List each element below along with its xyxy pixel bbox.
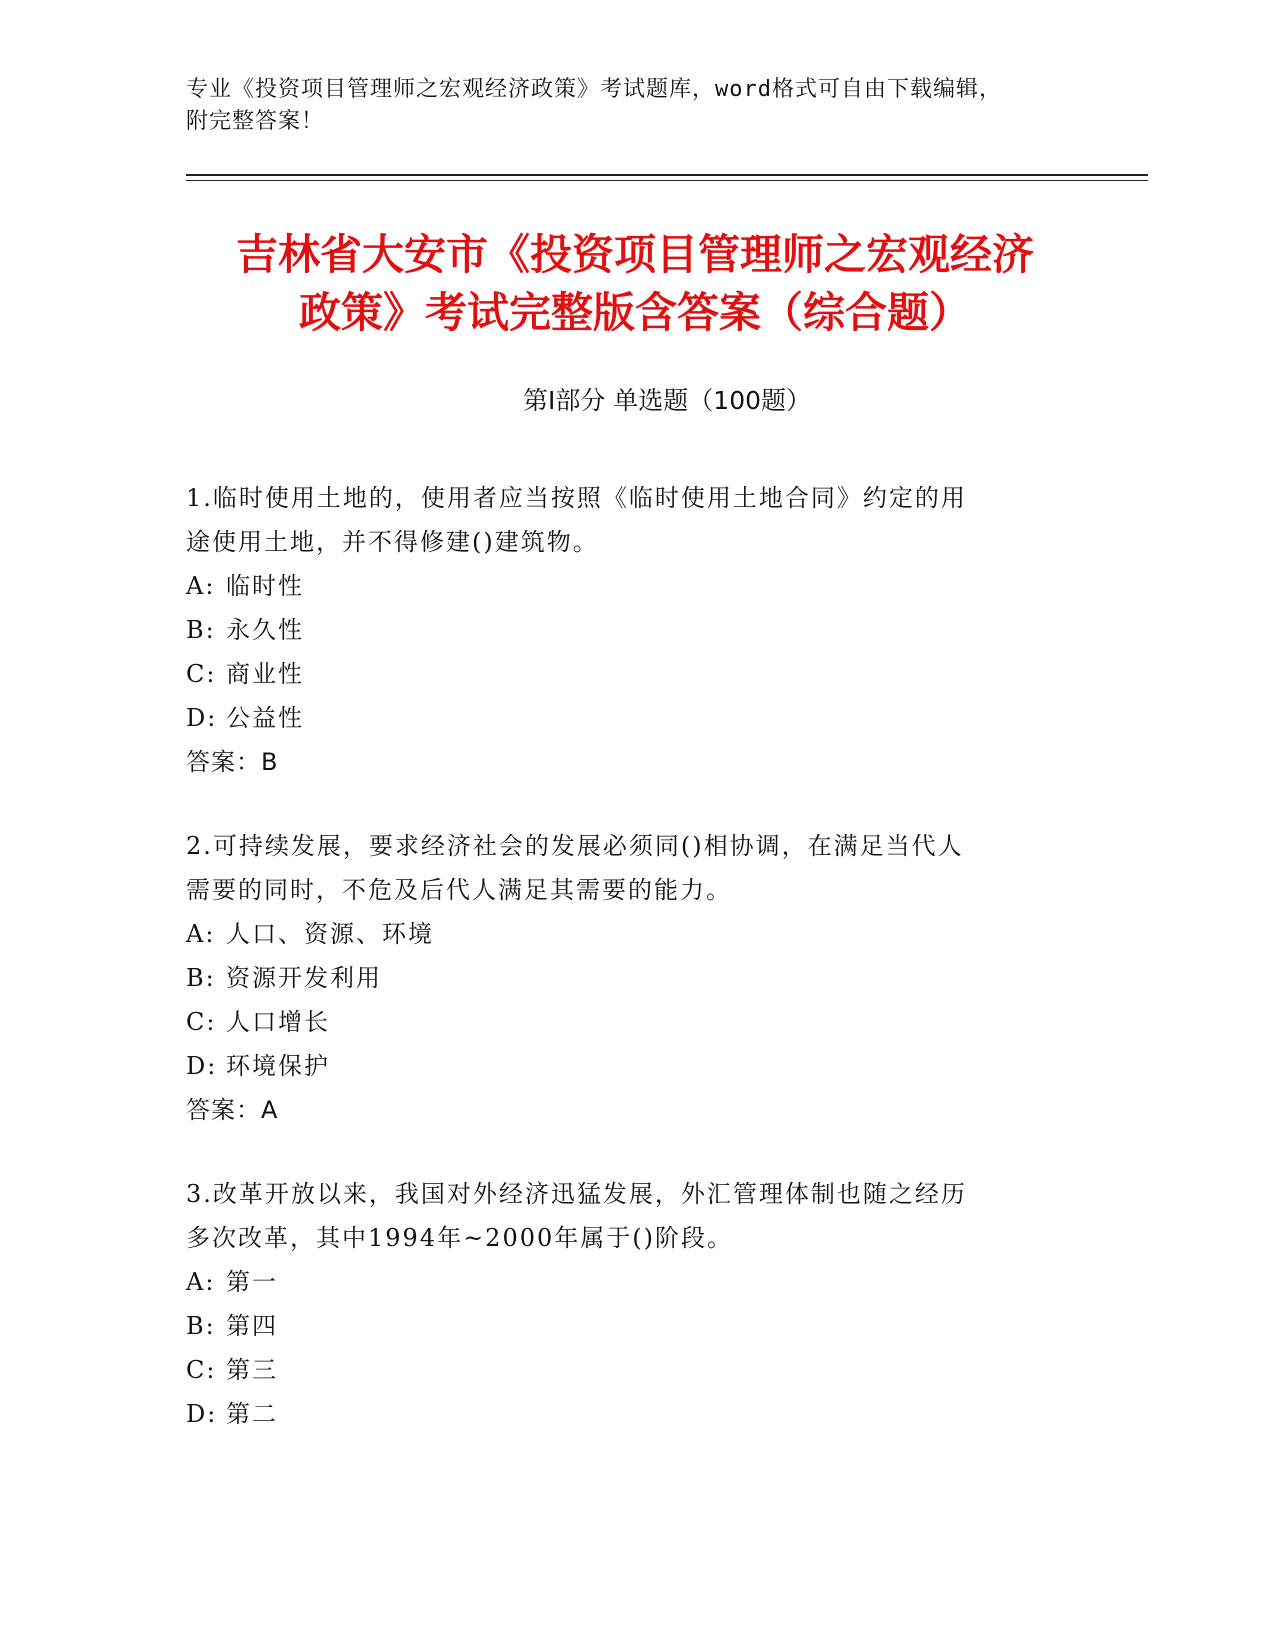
header-note-line: 专业《投资项目管理师之宏观经济政策》考试题库，word格式可自由下载编辑， bbox=[186, 77, 1002, 102]
option-text: 永久性 bbox=[226, 616, 304, 644]
option-letter: D: bbox=[186, 1052, 218, 1080]
question-stem: 2.可持续发展，要求经济社会的发展必须同()相协调，在满足当代人 bbox=[186, 832, 964, 860]
header-divider-thin bbox=[186, 180, 1148, 181]
option-text: 第二 bbox=[226, 1400, 278, 1428]
question-list bbox=[186, 476, 1086, 1476]
document-title-line: 政策》考试完整版含答案（综合题） bbox=[298, 288, 971, 337]
option-b bbox=[186, 1304, 1086, 1348]
option-text: 第三 bbox=[226, 1356, 278, 1384]
option-text: 临时性 bbox=[226, 572, 304, 600]
option-letter: C: bbox=[186, 1356, 217, 1384]
option-letter: C: bbox=[186, 660, 217, 688]
question-stem: 1.临时使用土地的，使用者应当按照《临时使用土地合同》约定的用 bbox=[186, 484, 967, 512]
option-a bbox=[186, 564, 1086, 608]
option-c bbox=[186, 1000, 1086, 1044]
option-letter: B: bbox=[186, 1312, 216, 1340]
option-b bbox=[186, 956, 1086, 1000]
header-note-line: 附完整答案！ bbox=[186, 109, 325, 134]
document-title bbox=[130, 226, 1140, 342]
option-text: 环境保护 bbox=[226, 1052, 330, 1080]
option-d bbox=[186, 1044, 1086, 1088]
option-a bbox=[186, 1260, 1086, 1304]
question-stem: 3.改革开放以来，我国对外经济迅猛发展，外汇管理体制也随之经历 bbox=[186, 1180, 967, 1208]
option-letter: C: bbox=[186, 1008, 217, 1036]
question-2 bbox=[186, 824, 1086, 1132]
option-letter: D: bbox=[186, 1400, 218, 1428]
option-text: 资源开发利用 bbox=[226, 964, 382, 992]
answer-key: 答案：B bbox=[186, 748, 279, 776]
option-text: 人口、资源、环境 bbox=[226, 920, 434, 948]
option-d bbox=[186, 696, 1086, 740]
option-letter: B: bbox=[186, 964, 216, 992]
option-d bbox=[186, 1392, 1086, 1436]
option-text: 第四 bbox=[226, 1312, 278, 1340]
header-divider bbox=[186, 174, 1148, 176]
document-title-line: 吉林省大安市《投资项目管理师之宏观经济 bbox=[235, 230, 1034, 279]
option-letter: A: bbox=[186, 920, 216, 948]
option-b bbox=[186, 608, 1086, 652]
question-stem: 多次改革，其中1994年~2000年属于()阶段。 bbox=[186, 1224, 733, 1252]
option-letter: B: bbox=[186, 616, 216, 644]
option-text: 第一 bbox=[226, 1268, 278, 1296]
option-letter: A: bbox=[186, 572, 216, 600]
answer-key: 答案：A bbox=[186, 1096, 279, 1124]
option-letter: D: bbox=[186, 704, 218, 732]
question-stem: 需要的同时，不危及后代人满足其需要的能力。 bbox=[186, 876, 732, 904]
question-stem: 途使用土地，并不得修建()建筑物。 bbox=[186, 528, 599, 556]
option-letter: A: bbox=[186, 1268, 216, 1296]
option-text: 公益性 bbox=[226, 704, 304, 732]
option-text: 商业性 bbox=[226, 660, 304, 688]
option-a bbox=[186, 912, 1086, 956]
header-note bbox=[186, 74, 1066, 138]
section-title: 第Ⅰ部分 单选题（100题） bbox=[522, 386, 812, 415]
question-3 bbox=[186, 1172, 1086, 1436]
option-c bbox=[186, 652, 1086, 696]
question-1 bbox=[186, 476, 1086, 784]
option-text: 人口增长 bbox=[226, 1008, 330, 1036]
option-c bbox=[186, 1348, 1086, 1392]
